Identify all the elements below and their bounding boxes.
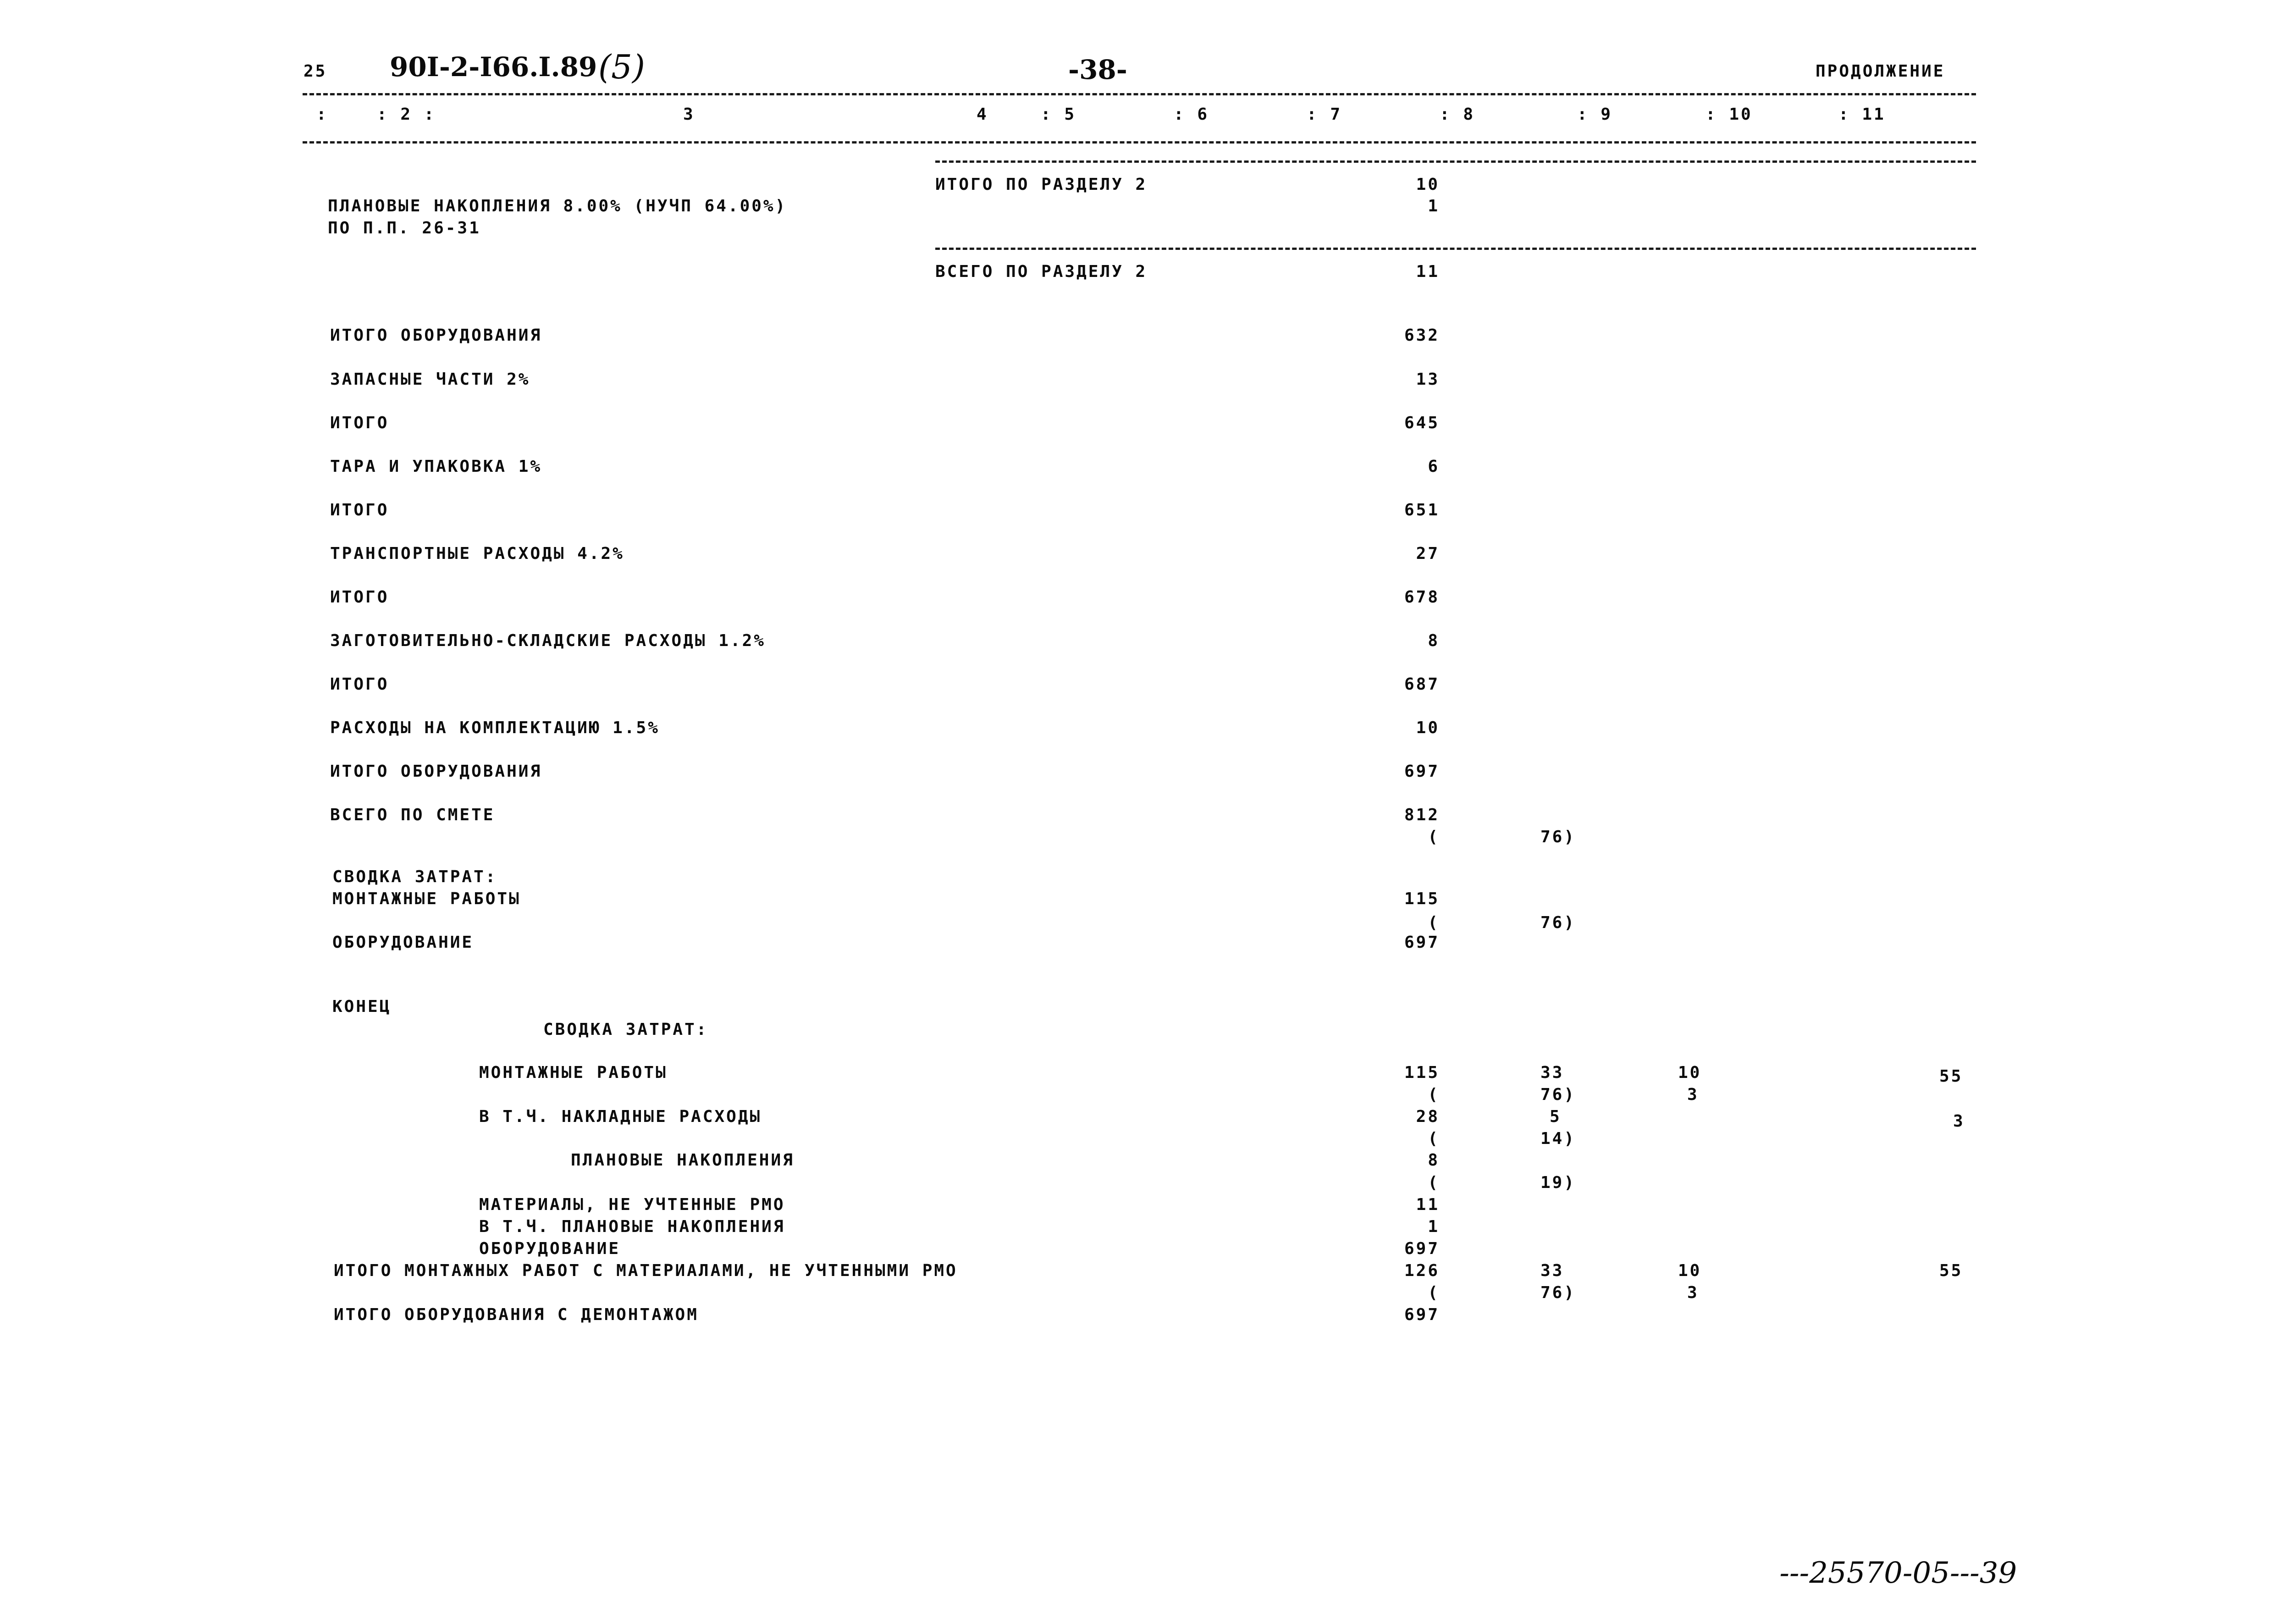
cost-summary-equip-value: 697 (1404, 933, 1440, 952)
final-row-c7: ( (1428, 1283, 1440, 1302)
header-rule-top (303, 93, 1976, 95)
column-8: : 8 (1440, 105, 1475, 124)
section-rule-2 (935, 248, 1976, 250)
section-itogo-label: ИТОГО ПО РАЗДЕЛУ 2 (935, 175, 1148, 194)
final-summary-heading: СВОДКА ЗАТРАТ: (543, 1020, 708, 1039)
section-vsego-label: ВСЕГО ПО РАЗДЕЛУ 2 (935, 262, 1148, 281)
final-row-c9: 3 (1687, 1283, 1699, 1302)
header-rule-bottom (303, 141, 1976, 144)
final-row-c8: 76) (1540, 1283, 1576, 1302)
summary-value: 651 (1404, 501, 1440, 519)
final-row-label: ПЛАНОВЫЕ НАКОПЛЕНИЯ (571, 1151, 795, 1170)
final-row-c11: 3 (1953, 1112, 1965, 1131)
document-part: (5) (598, 48, 645, 86)
final-row-c8: 14) (1540, 1129, 1576, 1148)
summary-label: ЗАПАСНЫЕ ЧАСТИ 2% (330, 370, 530, 389)
column-4: 4 (977, 105, 988, 124)
summary-value: 8 (1428, 631, 1440, 650)
summary-value: 687 (1404, 675, 1440, 694)
final-row-c8: 5 (1550, 1107, 1562, 1126)
column-2: : 2 : (377, 105, 436, 124)
final-row-c7: 115 (1404, 1063, 1440, 1082)
plan-accum-value: 1 (1428, 197, 1440, 215)
plan-accum-label: ПЛАНОВЫЕ НАКОПЛЕНИЯ 8.00% (НУЧП 64.00%) (328, 197, 787, 215)
summary-label: ИТОГО (330, 501, 389, 519)
column-7: : 7 (1307, 105, 1342, 124)
final-row-c7: 697 (1404, 1305, 1440, 1324)
summary-value: 678 (1404, 588, 1440, 607)
total-estimate-value: 812 (1404, 806, 1440, 824)
summary-label: ТРАНСПОРТНЫЕ РАСХОДЫ 4.2% (330, 544, 624, 563)
final-row-c7: ( (1428, 1085, 1440, 1104)
final-row-c8: 33 (1540, 1261, 1564, 1280)
final-row-c7: 1 (1428, 1217, 1440, 1236)
summary-label: ИТОГО ОБОРУДОВАНИЯ (330, 762, 542, 781)
final-row-c7: 28 (1416, 1107, 1440, 1126)
final-row-c7: 8 (1428, 1151, 1440, 1170)
sheet-number: -38- (1068, 54, 1127, 85)
summary-label: ИТОГО (330, 588, 389, 607)
total-estimate-label: ВСЕГО ПО СМЕТЕ (330, 806, 495, 824)
final-row-c8: 33 (1540, 1063, 1564, 1082)
section-itogo-value: 10 (1416, 175, 1440, 194)
summary-value: 645 (1404, 414, 1440, 432)
column-sep-lead: : (316, 105, 328, 124)
final-row-c7: 11 (1416, 1195, 1440, 1214)
summary-label: ИТОГО (330, 414, 389, 432)
section-vsego-value: 11 (1416, 262, 1440, 281)
final-row-label: ОБОРУДОВАНИЕ (479, 1239, 621, 1258)
final-row-c9: 3 (1687, 1085, 1699, 1104)
cost-summary-mont-paren-value: 76) (1540, 913, 1576, 932)
cost-summary-mont-value: 115 (1404, 889, 1440, 908)
column-3: 3 (683, 105, 695, 124)
final-row-label: ИТОГО ОБОРУДОВАНИЯ С ДЕМОНТАЖОМ (334, 1305, 699, 1324)
summary-value: 697 (1404, 762, 1440, 781)
column-5: : 5 (1041, 105, 1076, 124)
plan-accum-sub: ПО П.П. 26-31 (328, 219, 481, 238)
final-row-c7: ( (1428, 1129, 1440, 1148)
final-row-c9: 10 (1678, 1063, 1702, 1082)
final-row-c8: 76) (1540, 1085, 1576, 1104)
summary-label: РАСХОДЫ НА КОМПЛЕКТАЦИЮ 1.5% (330, 718, 660, 737)
summary-label: ИТОГО ОБОРУДОВАНИЯ (330, 326, 542, 345)
column-6: : 6 (1174, 105, 1209, 124)
final-row-label: В Т.Ч. ПЛАНОВЫЕ НАКОПЛЕНИЯ (479, 1217, 785, 1236)
cost-summary-mont-label: МОНТАЖНЫЕ РАБОТЫ (332, 889, 521, 908)
column-9: : 9 (1577, 105, 1613, 124)
end-label: КОНЕЦ (332, 997, 392, 1016)
footer-stamp-code: 25570-05 (1809, 1556, 1950, 1590)
summary-label: ТАРА И УПАКОВКА 1% (330, 457, 542, 476)
cost-summary-heading: СВОДКА ЗАТРАТ: (332, 867, 497, 886)
final-row-c7: ( (1428, 1173, 1440, 1192)
final-row-c11: 55 (1939, 1261, 1963, 1280)
total-estimate-paren-open: ( (1428, 828, 1440, 846)
footer-stamp-dashes: --- (1779, 1556, 1810, 1590)
final-row-label: В Т.Ч. НАКЛАДНЫЕ РАСХОДЫ (479, 1107, 762, 1126)
column-11: : 11 (1838, 105, 1886, 124)
cost-summary-mont-paren-open: ( (1428, 913, 1440, 932)
continuation-label: ПРОДОЛЖЕНИЕ (1816, 62, 1945, 81)
final-row-label: МОНТАЖНЫЕ РАБОТЫ (479, 1063, 668, 1082)
final-row-label: ИТОГО МОНТАЖНЫХ РАБОТ С МАТЕРИАЛАМИ, НЕ УЧТЕННЫМИ РМО (334, 1261, 958, 1280)
summary-label: ИТОГО (330, 675, 389, 694)
column-10: : 10 (1706, 105, 1753, 124)
summary-value: 6 (1428, 457, 1440, 476)
final-row-c11: 55 (1939, 1067, 1963, 1086)
summary-value: 13 (1416, 370, 1440, 389)
footer-stamp-dashes: --- (1949, 1556, 1980, 1590)
final-row-c9: 10 (1678, 1261, 1702, 1280)
final-row-label: МАТЕРИАЛЫ, НЕ УЧТЕННЫЕ РМО (479, 1195, 785, 1214)
summary-value: 10 (1416, 718, 1440, 737)
final-row-c7: 697 (1404, 1239, 1440, 1258)
final-row-c7: 126 (1404, 1261, 1440, 1280)
summary-label: ЗАГОТОВИТЕЛЬНО-СКЛАДСКИЕ РАСХОДЫ 1.2% (330, 631, 766, 650)
section-rule-1 (935, 160, 1976, 163)
footer-sheet-number: 39 (1979, 1556, 2017, 1590)
cost-summary-equip-label: ОБОРУДОВАНИЕ (332, 933, 474, 952)
total-estimate-paren-value: 76) (1540, 828, 1576, 846)
summary-value: 632 (1404, 326, 1440, 345)
final-row-c8: 19) (1540, 1173, 1576, 1192)
page-left-number: 25 (304, 62, 327, 81)
summary-value: 27 (1416, 544, 1440, 563)
document-code: 90I-2-I66.I.89 (390, 51, 597, 83)
